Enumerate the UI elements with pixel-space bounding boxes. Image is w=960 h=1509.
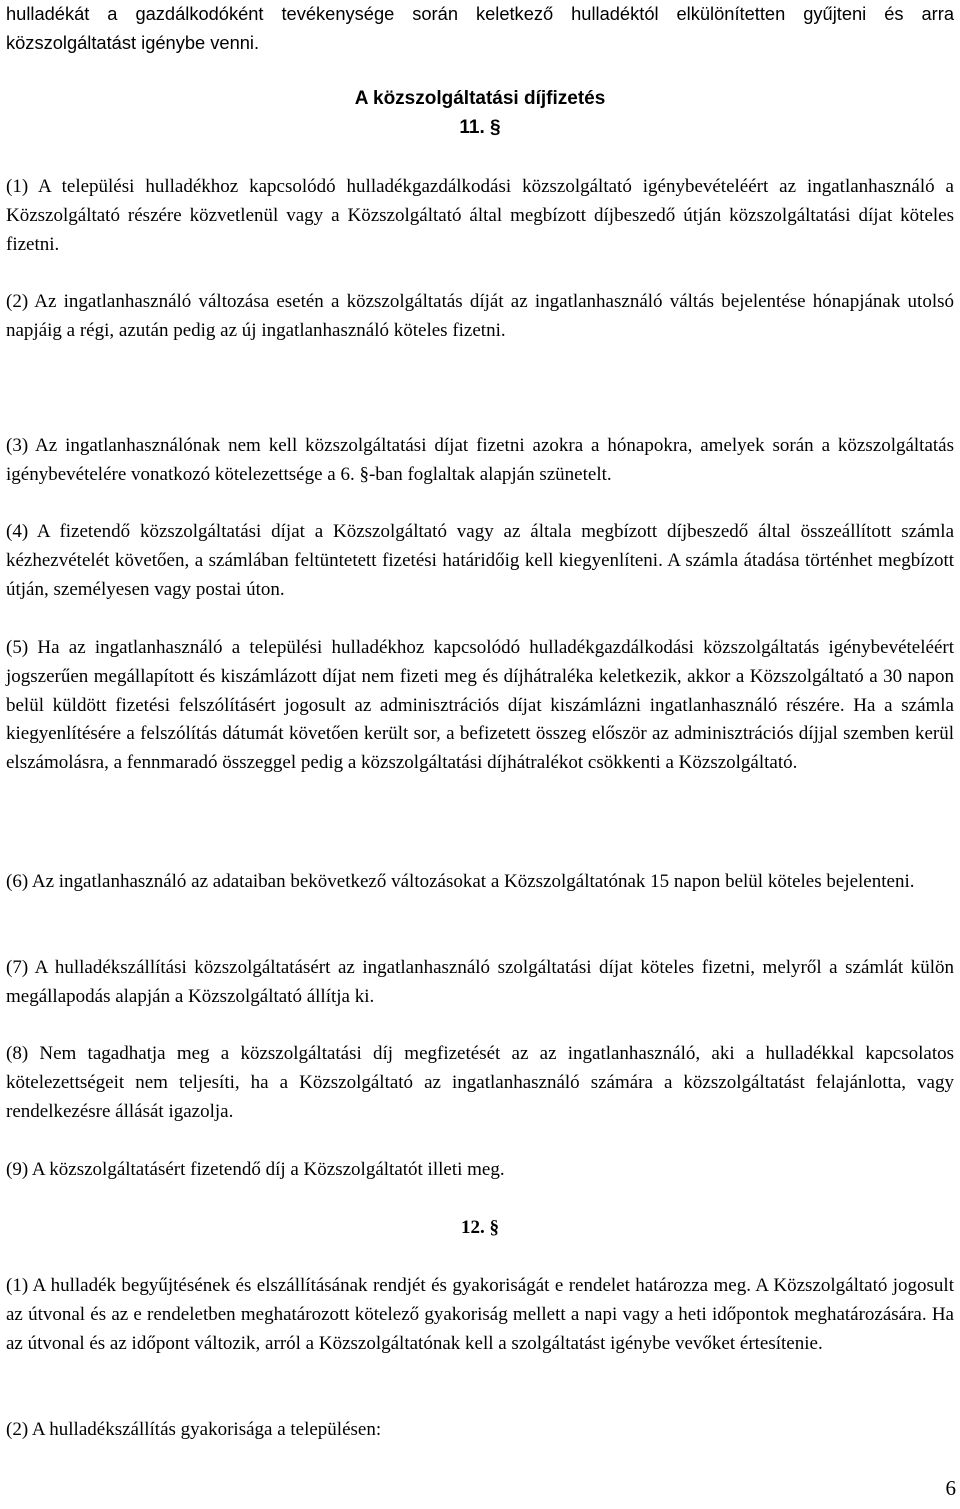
paragraph-11-9: (9) A közszolgáltatásért fizetendő díj a Közszolgáltatót illeti meg. — [6, 1159, 505, 1180]
section-11-heading — [0, 114, 960, 142]
section-mark: § — [490, 117, 501, 138]
section-number: 12. — [461, 1217, 485, 1238]
paragraph-11-5: (5) Ha az ingatlanhasználó a települési hulladékhoz kapcsolódó hulladékgazdálkodási közszolgáltatás igénybevételéért jogszerűen megállapított és kiszámlázott díjat nem fizeti meg és díjhátraléka keletkezik, akkor a Közszolgáltató a 30 napon belül küldött fizetési felszólításért jogosult az adminisztrációs díjat kiszámlázni ingatlanhasználó részére. Ha a számla kiegyenlítésére a felszólítás dátumát követően került sor, a befizetett összeg először az adminisztrációs díjjal szemben kerül elszámolásra, a fennmaradó összeggel pedig a közszolgáltatási díjhátralékot csökkenti a Közszolgáltató. — [6, 637, 954, 774]
intro-paragraph: hulladékát a gazdálkodóként tevékenysége során keletkező hulladéktól elkülönítetten gyűjteni és arra közszolgáltatást igénybe venni. — [6, 3, 954, 53]
section-heading: A közszolgáltatási díjfizetés — [354, 88, 606, 109]
section-number: 11. — [459, 117, 485, 138]
page-number: 6 — [945, 1476, 956, 1500]
paragraph-11-7: (7) A hulladékszállítási közszolgáltatásért az ingatlanhasználó szolgáltatási díjat köteles fizetni, melyről a számlát külön megállapodás alapján a Közszolgáltató állítja ki. — [6, 957, 954, 1007]
paragraph-11-2: (2) Az ingatlanhasználó változása esetén a közszolgáltatás díját az ingatlanhasználó váltás bejelentése hónapjának utolsó napjáig a régi, azután pedig az új ingatlanhasználó köteles fizetni. — [6, 291, 954, 341]
paragraph-11-4: (4) A fizetendő közszolgáltatási díjat a Közszolgáltató vagy az általa megbízott díjbeszedő által összeállított számla kézhezvételét követően, a számlában feltüntetett fizetési határidőig kell kiegyenlíteni. A számla átadása történhet megbízott útján, személyesen vagy postai úton. — [6, 521, 954, 600]
paragraph-12-1: (1) A hulladék begyűjtésének és elszállításának rendjét és gyakoriságát e rendelet határozza meg. A Közszolgáltató jogosult az útvonal és az e rendeletben meghatározott kötelező gyakoriság mellett a napi vagy a heti időpontok meghatározására. Ha az útvonal és az időpont változik, arról a Közszolgáltatónak kell a szolgáltatást igénybe vevőket értesítenie. — [6, 1275, 954, 1354]
paragraph-11-6: (6) Az ingatlanhasználó az adataiban bekövetkező változásokat a Közszolgáltatónak 15 napon belül köteles bejelenteni. — [6, 871, 915, 892]
paragraph-11-3: (3) Az ingatlanhasználónak nem kell közszolgáltatási díjat fizetni azokra a hónapokra, amelyek során a közszolgáltatás igénybevételére vonatkozó kötelezettsége a 6. §-ban foglaltak alapján szünetelt. — [6, 435, 954, 485]
paragraph-11-1: (1) A települési hulladékhoz kapcsolódó hulladékgazdálkodási közszolgáltató igénybevételéért az ingatlanhasználó a Közszolgáltató részére közvetlenül vagy a Közszolgáltató által megbízott díjbeszedő útján közszolgáltatási díjat köteles fizetni. — [6, 176, 954, 255]
paragraph-11-8: (8) Nem tagadhatja meg a közszolgáltatási díj megfizetését az az ingatlanhasználó, aki a hulladékkal kapcsolatos kötelezettségeit nem teljesíti, ha a Közszolgáltató az ingatlanhasználó számára a közszolgáltatást felajánlotta, vagy rendelkezésre állását igazolja. — [6, 1043, 954, 1122]
section-mark: § — [489, 1217, 499, 1238]
section-12-heading — [0, 1214, 960, 1242]
paragraph-12-2: (2) A hulladékszállítás gyakorisága a településen: — [6, 1419, 382, 1440]
